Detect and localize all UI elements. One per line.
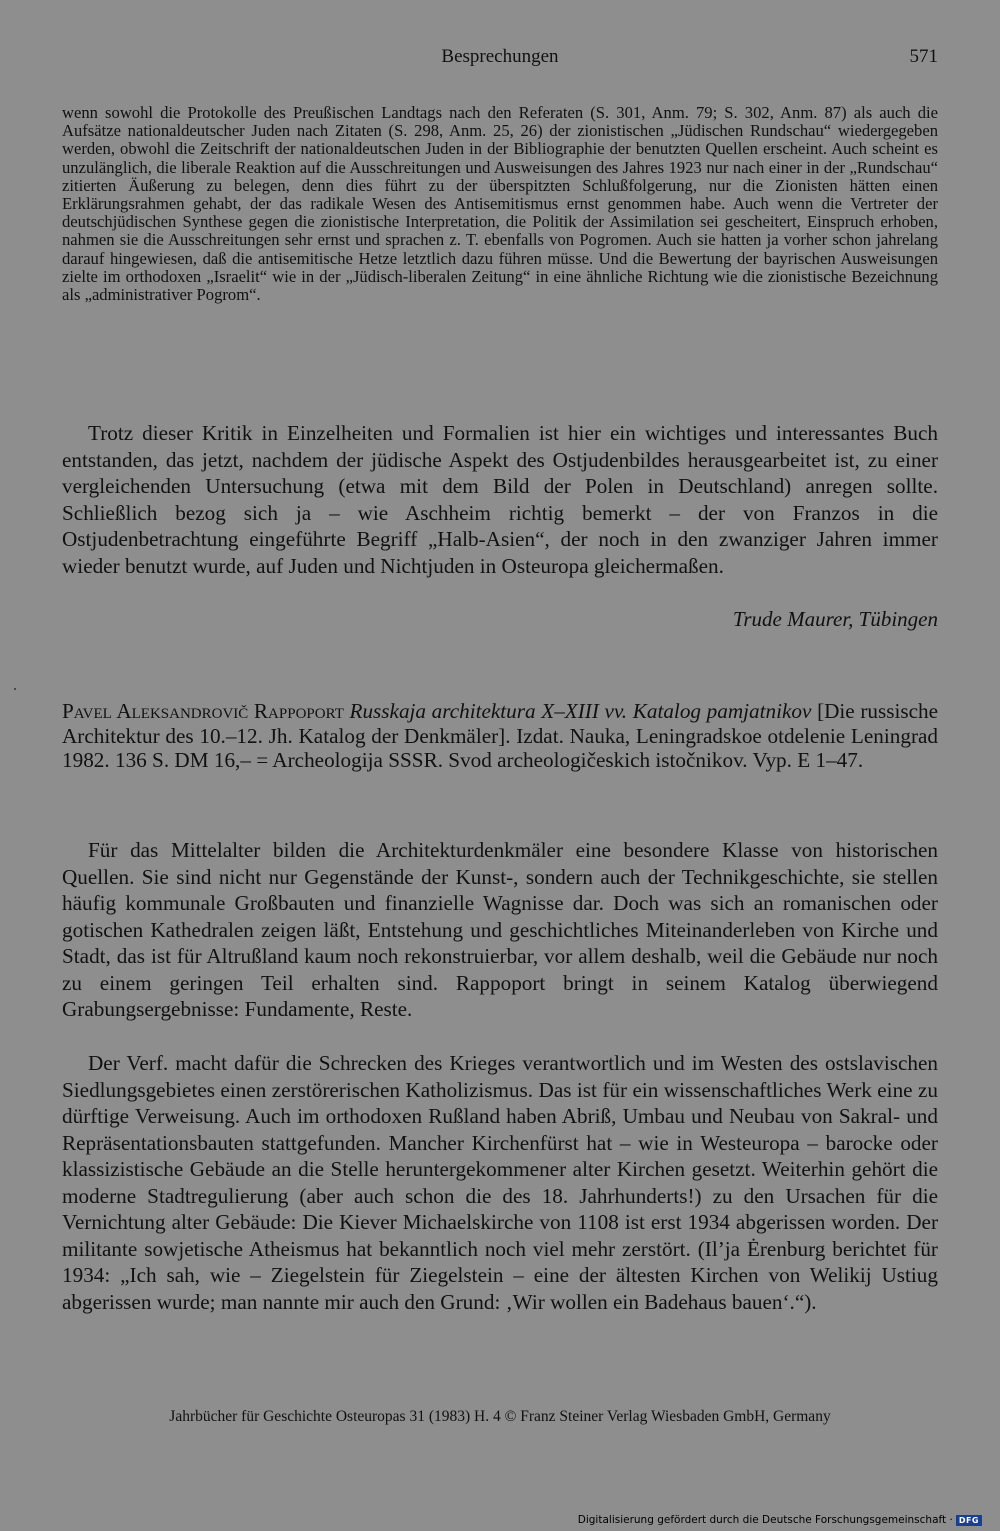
scan-speck — [14, 688, 16, 690]
dfg-logo-icon: DFG — [956, 1515, 982, 1526]
running-title: Besprechungen — [441, 46, 559, 67]
journal-footer: Jahrbücher für Geschichte Osteuropas 31 (1983) H. 4 © Franz Steiner Verlag Wiesbaden GmbH, Germany — [169, 1408, 831, 1425]
review1-paragraph-1: wenn sowohl die Protokolle des Preußischen Landtags nach den Referaten (S. 301, Anm. 79; S. 302, Anm. 87) als auch die Aufsätze nationaldeutscher Juden nach Zitaten (S. 298, Anm. 25, 26) der zionistischen „Jüdischen Rundschau“ wiedergegeben werden, obwohl die Zeitschrift der nationaldeutschen Juden in der Bibliographie der benutzten Quellen erscheint. Auch scheint es unzulänglich, die liberale Reaktion auf die Ausschreitungen und Ausweisungen des Jahres 1923 nur nach einer in der „Rundschau“ zitierten Äußerung zu belegen, denn dies führt zu der überspitzten Schlußfolgerung, nur die Zionisten hätten einen Erklärungsrahmen gehabt, der das radikale Wesen des Antisemitismus ernst genommen habe. Auch wenn die Vertreter der deutschjüdischen Synthese gegen die zionistische Interpretation, die Politik der Assimilation sei gescheitert, Einspruch erhoben, nahmen sie die Ausschreitungen sehr ernst und sprachen z. T. ebenfalls von Pogromen. Auch sie hatten ja vorher schon jahrelang darauf hingewiesen, daß die antisemitische Hetze letztlich dazu führen müsse. Und die Bewertung der bayrischen Ausweisungen zielte im orthodoxen „Israelit“ wie in der „Jüdisch-liberalen Zeitung“ in eine ähnliche Richtung wie die zionistische Bezeichnung als „administrativer Pogrom“. — [62, 103, 938, 305]
review2-paragraph-2: Der Verf. macht dafür die Schrecken des Krieges verantwortlich und im Westen des ostslavischen Siedlungsgebietes einen zerstörerischen Katholizismus. Das ist für ein wissenschaftliches Werk eine zu dürftige Verweisung. Auch im orthodoxen Rußland haben Abriß, Umbau und Neubau von Sakral- und Repräsentationsbauten stattgefunden. Mancher Kirchenfürst hat – wie in Westeuropa – barocke oder klassizistische Gebäude an die Stelle heruntergekommener alter Kirchen gesetzt. Weiterhin gehört die moderne Stadtregulierung (aber auch schon die des 18. Jahrhunderts!) zu den Ursachen für die Vernichtung alter Gebäude: Die Kiever Michaelskirche von 1108 ist erst 1934 abgerissen worden. Der militante sowjetische Atheismus hat bekanntlich noch viel mehr zerstört. (Il’ja Ėrenburg berichtet für 1934: „Ich sah, wie – Ziegelstein für Ziegelstein – eine der ältesten Kirchen von Welikij Ustiug abgerissen wurde; man nannte mir auch den Grund: ‚Wir wollen ein Badehaus bauen‘.“). — [62, 1051, 938, 1314]
review2-paragraph-1: Für das Mittelalter bilden die Architekturdenkmäler eine besondere Klasse von historischen Quellen. Sie sind nicht nur Gegenstände der Kunst-, sondern auch der Technikgeschichte, sie stellen häufig kommunale Großbauten und finanzielle Wagnisse dar. Doch was sich an romanischen oder gotischen Kathedralen zeigen läßt, Entstehung und geschichtliches Miteinanderleben von Kirche und Stadt, das ist für Altrußland kaum noch rekonstruierbar, vor allem deshalb, weil die Gebäude nur noch zu einem geringen Teil erhalten sind. Rappoport bringt in seinem Katalog überwiegend Grabungsergebnisse: Fundamente, Reste. — [62, 838, 938, 1021]
page-header — [60, 46, 940, 76]
review2-bibliographic-reference — [62, 699, 938, 773]
review2-title: Russkaja architektura X–XIII vv. Katalog pamjatnikov — [349, 699, 812, 723]
page-number: 571 — [909, 46, 938, 67]
digitization-note — [578, 1514, 982, 1526]
digitization-note-text: Digitalisierung gefördert durch die Deutsche Forschungsgemeinschaft · — [577, 1514, 953, 1526]
review1-signature: Trude Maurer, Tübingen — [732, 607, 938, 631]
review2-bibliographic-details: [Die russische Architektur des 10.–12. Jh. Katalog der Denkmäler]. Izdat. Nauka, Leningradskoe otdelenie Leningrad 1982. 136 S. DM 16,– = Archeologija SSSR. Svod archeologičeskich istočnikov. Vyp. E 1–47. — [62, 699, 939, 772]
review2-author: Pavel Aleksandrovič Rappoport — [62, 699, 344, 723]
review1-paragraph-2: Trotz dieser Kritik in Einzelheiten und Formalien ist hier ein wichtiges und interessantes Buch entstanden, das jetzt, nachdem der jüdische Aspekt des Ostjudenbildes herausgearbeitet ist, zu einer vergleichenden Untersuchung (etwa mit dem Bild der Polen in Deutschland) anregen sollte. Schließlich bezog sich ja – wie Aschheim richtig bemerkt – der von Franzos in die Ostjudenbetrachtung eingeführte Begriff „Halb-Asien“, der noch in den zwanziger Jahren immer wieder benutzt wurde, auf Juden und Nichtjuden in Osteuropa gleichermaßen. — [62, 421, 938, 578]
